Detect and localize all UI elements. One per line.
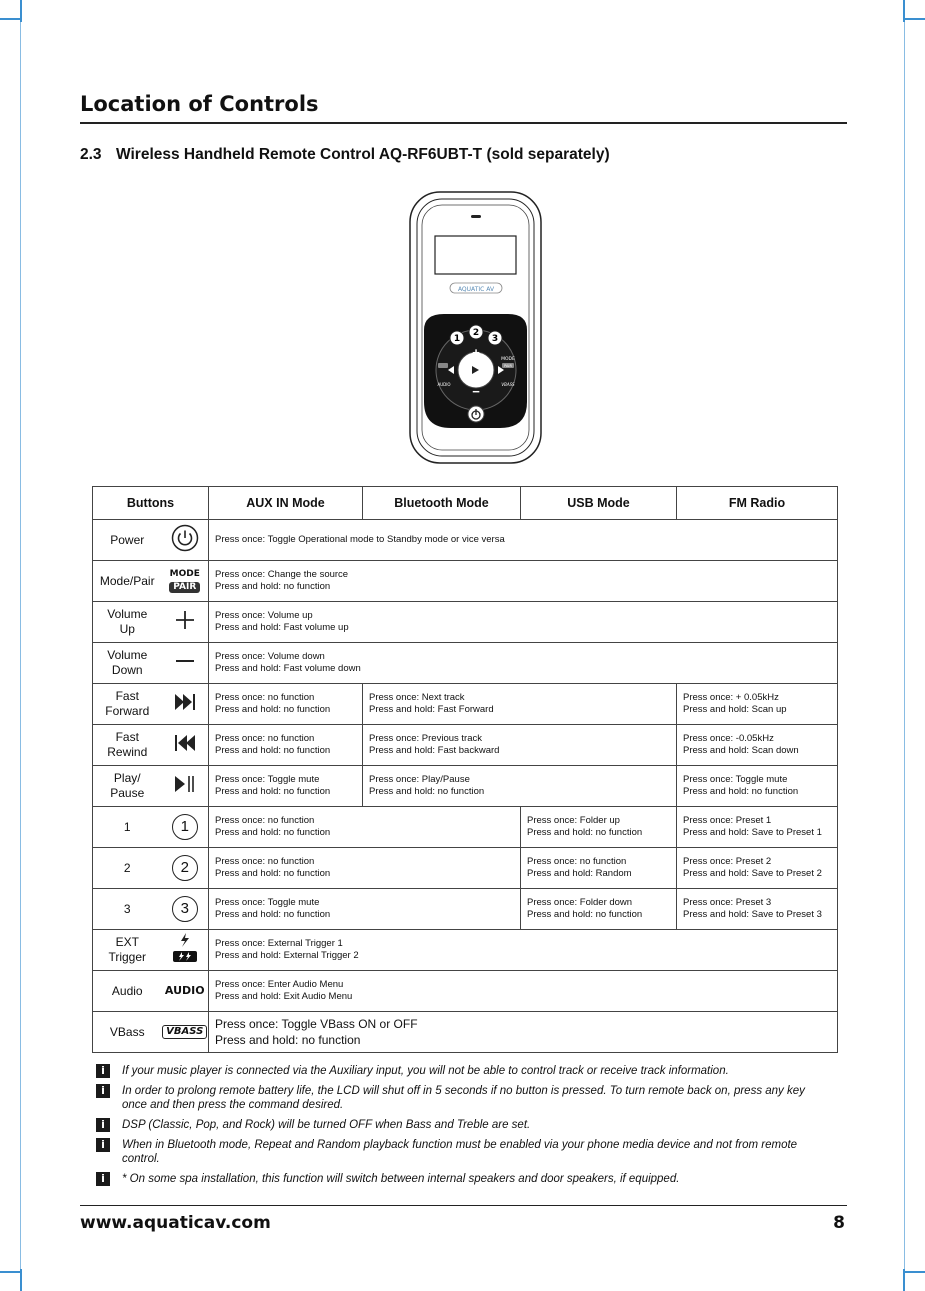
- page-heading: Location of Controls: [80, 92, 319, 116]
- button-name: Fast Forward: [93, 684, 162, 725]
- crop-mark: [903, 18, 925, 20]
- button-name: 1: [93, 807, 162, 848]
- trim-line: [904, 18, 905, 1273]
- heading-rule: [80, 122, 847, 124]
- remote-pair-label: PAIR: [504, 364, 512, 368]
- volume-down-description: Press once: Volume down Press and hold: Fast volume down: [209, 643, 838, 684]
- page-number: 8: [833, 1213, 845, 1233]
- rewind-icon: [162, 725, 209, 766]
- remote-control-illustration: [408, 190, 543, 465]
- rewind-bt-usb: Press once: Previous track Press and hold: Fast backward: [363, 725, 677, 766]
- remote-preset-1: 1: [453, 334, 461, 344]
- play-pause-fm: Press once: Toggle mute Press and hold: no function: [677, 766, 838, 807]
- table-row-audio: [93, 971, 838, 1012]
- header-bluetooth: Bluetooth Mode: [363, 487, 521, 520]
- table-row-power: [93, 520, 838, 561]
- table-row-fast-forward: [93, 684, 838, 725]
- table-row-play-pause: [93, 766, 838, 807]
- volume-up-description: Press once: Volume up Press and hold: Fast volume up: [209, 602, 838, 643]
- crop-mark: [0, 1271, 22, 1273]
- table-row-volume-up: [93, 602, 838, 643]
- rewind-fm: Press once: -0.05kHz Press and hold: Scan down: [677, 725, 838, 766]
- table-row-preset-3: [93, 889, 838, 930]
- section-title-text: Wireless Handheld Remote Control AQ-RF6UBT-T (sold separately): [116, 146, 610, 163]
- header-usb: USB Mode: [521, 487, 677, 520]
- fast-forward-fm: Press once: + 0.05kHz Press and hold: Scan up: [677, 684, 838, 725]
- info-icon: i: [96, 1064, 110, 1078]
- audio-description: Press once: Enter Audio Menu Press and hold: Exit Audio Menu: [209, 971, 838, 1012]
- vbass-icon: VBASS: [162, 1012, 209, 1053]
- preset-3-icon: 3: [162, 889, 209, 930]
- button-name: 2: [93, 848, 162, 889]
- table-header-row: [93, 487, 838, 520]
- preset-3-aux-bt: Press once: Toggle mute Press and hold: no function: [209, 889, 521, 930]
- note-item: i When in Bluetooth mode, Repeat and Random playback function must be enabled via your phone media device and not from remote control.: [96, 1138, 826, 1166]
- remote-plus-icon: +: [472, 345, 480, 360]
- section-title: [80, 146, 610, 164]
- rewind-aux: Press once: no function Press and hold: no function: [209, 725, 363, 766]
- header-aux: AUX IN Mode: [209, 487, 363, 520]
- fast-forward-aux: Press once: no function Press and hold: no function: [209, 684, 363, 725]
- fast-forward-bt-usb: Press once: Next track Press and hold: Fast Forward: [363, 684, 677, 725]
- preset-1-fm: Press once: Preset 1 Press and hold: Save to Preset 1: [677, 807, 838, 848]
- button-name: 3: [93, 889, 162, 930]
- trim-line: [20, 18, 21, 1273]
- footer-rule: [80, 1205, 847, 1206]
- preset-2-aux-bt: Press once: no function Press and hold: no function: [209, 848, 521, 889]
- note-item: i DSP (Classic, Pop, and Rock) will be turned OFF when Bass and Treble are set.: [96, 1118, 826, 1132]
- note-item: i In order to prolong remote battery life, the LCD will shut off in 5 seconds if no button is pressed. To turn remote back on, press any key once and then press the command desired.: [96, 1084, 826, 1112]
- button-name: VBass: [93, 1012, 162, 1053]
- plus-icon: [162, 602, 209, 643]
- audio-icon: AUDIO: [162, 971, 209, 1012]
- mode-pair-icon: MODE PAIR: [162, 561, 209, 602]
- ext-trigger-description: Press once: External Trigger 1 Press and hold: External Trigger 2: [209, 930, 838, 971]
- remote-vbass-label: VBASS: [501, 382, 515, 387]
- power-icon: [162, 520, 209, 561]
- info-icon: i: [96, 1172, 110, 1186]
- remote-preset-3: 3: [491, 334, 499, 344]
- note-item: i If your music player is connected via the Auxiliary input, you will not be able to control track or receive track information.: [96, 1064, 826, 1078]
- button-name: Audio: [93, 971, 162, 1012]
- info-icon: i: [96, 1118, 110, 1132]
- button-name: Play/ Pause: [93, 766, 162, 807]
- play-pause-aux: Press once: Toggle mute Press and hold: no function: [209, 766, 363, 807]
- table-row-preset-2: [93, 848, 838, 889]
- note-item: i * On some spa installation, this function will switch between internal speakers and door speakers, if equipped.: [96, 1172, 826, 1186]
- button-name: Fast Rewind: [93, 725, 162, 766]
- remote-brand-text: AQUATIC AV: [457, 286, 495, 293]
- footer-url[interactable]: www.aquaticav.com: [80, 1213, 271, 1233]
- button-name: Volume Up: [93, 602, 162, 643]
- play-pause-icon: [162, 766, 209, 807]
- remote-minus-icon: −: [472, 384, 480, 399]
- notes-list: [96, 1064, 826, 1192]
- remote-preset-2: 2: [472, 328, 480, 338]
- play-pause-bt-usb: Press once: Play/Pause Press and hold: no function: [363, 766, 677, 807]
- section-number: 2.3: [80, 146, 102, 163]
- header-fm: FM Radio: [677, 487, 838, 520]
- fast-forward-icon: [162, 684, 209, 725]
- preset-3-usb: Press once: Folder down Press and hold: no function: [521, 889, 677, 930]
- button-name: Volume Down: [93, 643, 162, 684]
- minus-icon: [162, 643, 209, 684]
- header-buttons: Buttons: [93, 487, 209, 520]
- preset-2-icon: 2: [162, 848, 209, 889]
- table-row-mode-pair: [93, 561, 838, 602]
- remote-audio-label: AUDIO: [437, 382, 451, 387]
- table-row-volume-down: [93, 643, 838, 684]
- table-row-ext-trigger: [93, 930, 838, 971]
- button-name: Mode/Pair: [93, 561, 162, 602]
- preset-2-usb: Press once: no function Press and hold: Random: [521, 848, 677, 889]
- table-row-vbass: [93, 1012, 838, 1053]
- preset-1-usb: Press once: Folder up Press and hold: no function: [521, 807, 677, 848]
- preset-3-fm: Press once: Preset 3 Press and hold: Save to Preset 3: [677, 889, 838, 930]
- crop-mark: [0, 18, 22, 20]
- remote-mode-label: MODE: [501, 357, 515, 362]
- button-name: EXT Trigger: [93, 930, 162, 971]
- controls-table: [92, 486, 838, 1053]
- table-row-fast-rewind: [93, 725, 838, 766]
- power-description: Press once: Toggle Operational mode to Standby mode or vice versa: [209, 520, 838, 561]
- crop-mark: [903, 1271, 925, 1273]
- button-name: Power: [93, 520, 162, 561]
- preset-2-fm: Press once: Preset 2 Press and hold: Save to Preset 2: [677, 848, 838, 889]
- mode-description: Press once: Change the source Press and hold: no function: [209, 561, 838, 602]
- preset-1-icon: 1: [162, 807, 209, 848]
- trigger-icon: [162, 930, 209, 971]
- info-icon: i: [96, 1084, 110, 1098]
- preset-1-aux-bt: Press once: no function Press and hold: no function: [209, 807, 521, 848]
- info-icon: i: [96, 1138, 110, 1152]
- vbass-description: Press once: Toggle VBass ON or OFF Press and hold: no function: [209, 1012, 838, 1053]
- table-row-preset-1: [93, 807, 838, 848]
